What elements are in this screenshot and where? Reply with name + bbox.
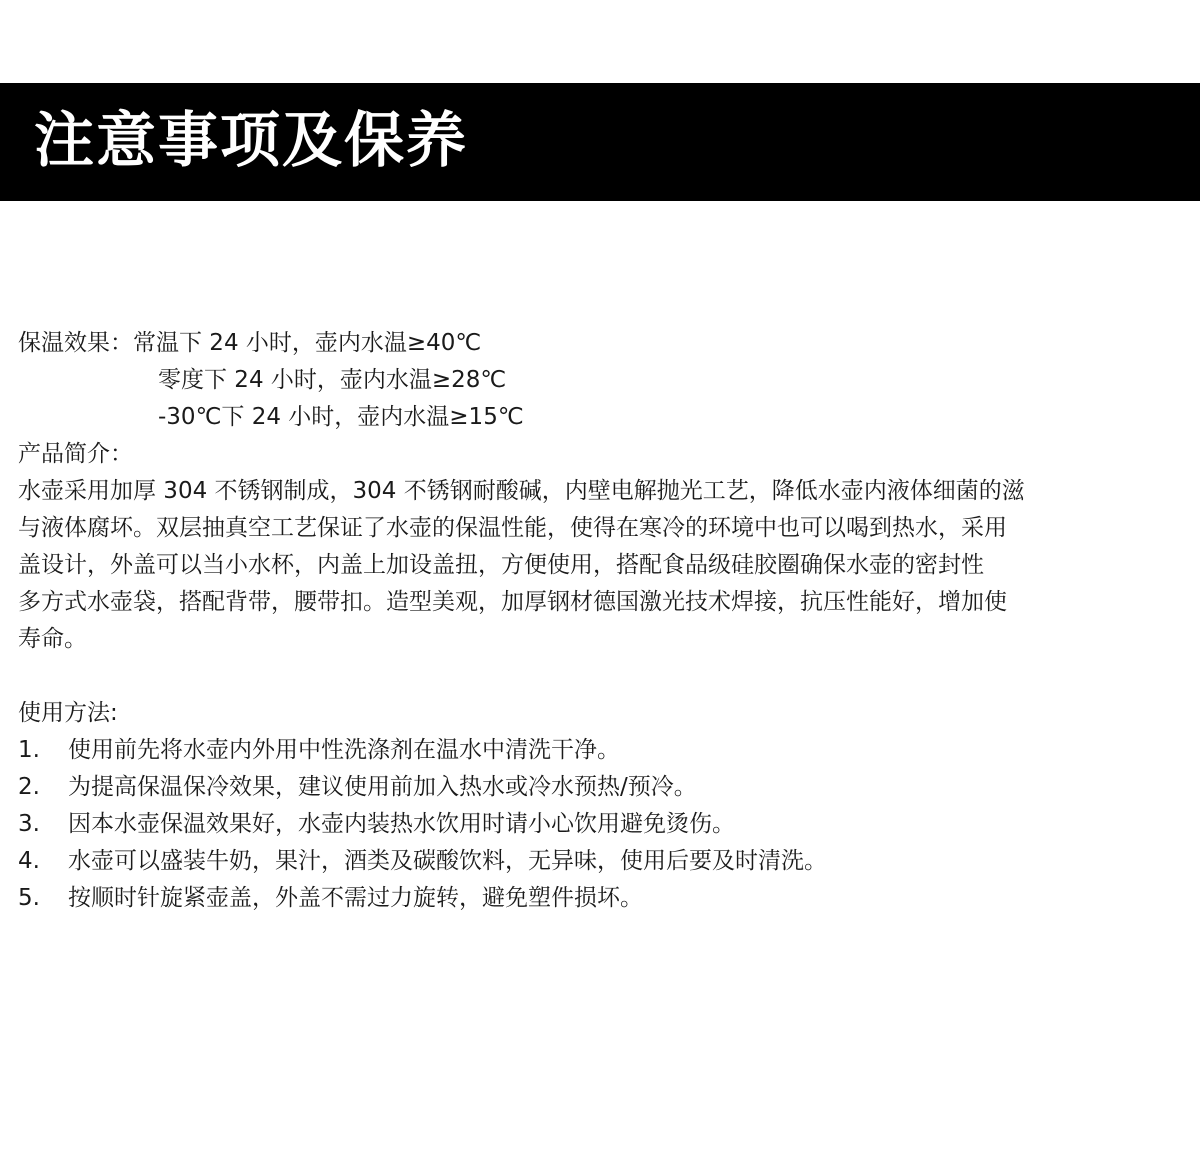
section-spacer	[18, 658, 1200, 695]
intro-paragraph-line-1: 水壶采用加厚 304 不锈钢制成，304 不锈钢耐酸碱，内壁电解抛光工艺，降低水壶内液体细菌的滋	[18, 478, 1025, 504]
step-text: 因本水壶保温效果好，水壶内装热水饮用时请小心饮用避免烫伤。	[68, 811, 735, 837]
step-number: 2.	[18, 774, 40, 800]
step-text: 使用前先将水壶内外用中性洗涤剂在温水中清洗干净。	[68, 737, 620, 763]
intro-label: 产品简介：	[18, 441, 133, 467]
insulation-label: 保温效果：	[18, 330, 133, 356]
step-number: 1.	[18, 737, 40, 763]
usage-step-2	[18, 769, 1200, 806]
usage-step-1	[18, 732, 1200, 769]
page-title: 注意事项及保养	[34, 106, 468, 176]
intro-paragraph-line-3: 盖设计，外盖可以当小水杯，内盖上加设盖扭，方便使用，搭配食品级硅胶圈确保水壶的密封性	[18, 552, 984, 578]
usage-step-5	[18, 880, 1200, 917]
intro-paragraph-line-4: 多方式水壶袋，搭配背带，腰带扣。造型美观，加厚钢材德国激光技术焊接，抗压性能好，增加使	[18, 589, 1007, 615]
step-number: 5.	[18, 885, 40, 911]
step-number: 3.	[18, 811, 40, 837]
insulation-value-3: -30℃下 24 小时，壶内水温≥15℃	[158, 404, 524, 430]
intro-paragraph-line-5: 寿命。	[18, 626, 87, 652]
step-text: 按顺时针旋紧壶盖，外盖不需过力旋转，避免塑件损坏。	[68, 885, 643, 911]
insulation-line-2	[18, 362, 1200, 399]
usage-step-3	[18, 806, 1200, 843]
step-text: 为提高保温保冷效果，建议使用前加入热水或冷水预热/预冷。	[68, 774, 697, 800]
insulation-line-3	[18, 399, 1200, 436]
step-number: 4.	[18, 848, 40, 874]
usage-step-4	[18, 843, 1200, 880]
usage-label: 使用方法:	[18, 700, 118, 726]
step-text: 水壶可以盛装牛奶，果汁，酒类及碳酸饮料，无异味，使用后要及时清洗。	[68, 848, 827, 874]
intro-paragraph-line-2: 与液体腐坏。双层抽真空工艺保证了水壶的保温性能，使得在寒冷的环境中也可以喝到热水，采用	[18, 515, 1007, 541]
insulation-value-1: 常温下 24 小时，壶内水温≥40℃	[133, 330, 482, 356]
insulation-value-2: 零度下 24 小时，壶内水温≥28℃	[158, 367, 507, 393]
header-banner	[0, 83, 1200, 201]
insulation-line-1	[18, 325, 1200, 362]
document-body	[18, 325, 1200, 917]
